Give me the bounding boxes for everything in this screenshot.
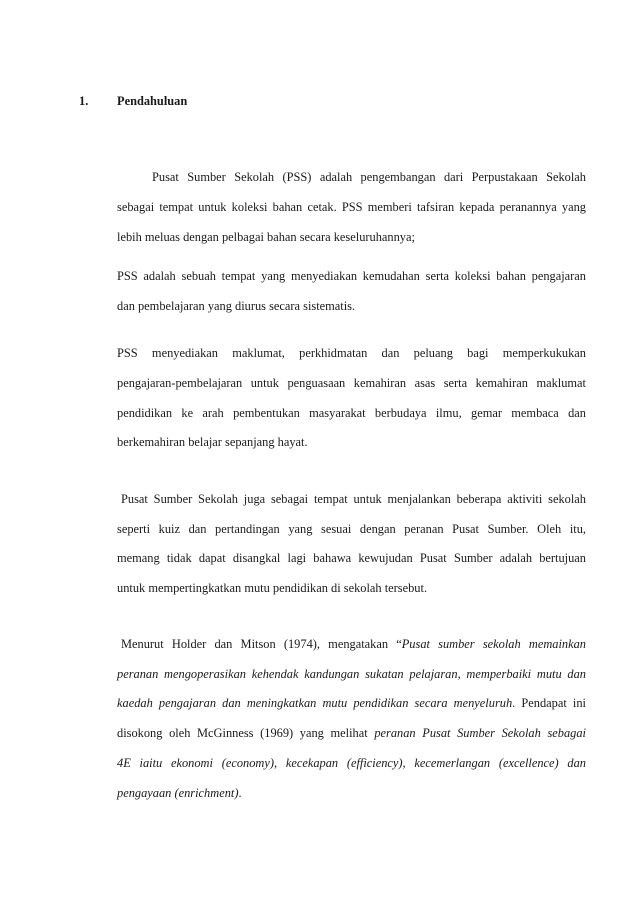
section-number: 1. [79, 94, 89, 108]
text-run: disokong oleh McGinness (1969) yang melihat [117, 726, 375, 740]
paragraph-line: pengajaran-pembelajaran untuk penguasaan kemahiran asas serta kemahiran maklumat [117, 376, 586, 390]
paragraph-line: berkemahiran belajar sepanjang hayat. [117, 435, 308, 449]
paragraph-line: pendidikan ke arah pembentukan masyarakat berbudaya ilmu, gemar membaca dan [117, 406, 586, 420]
paragraph-line [117, 755, 586, 771]
paragraph-line: seperti kuiz dan pertandingan yang sesuai dengan peranan Pusat Sumber. Oleh itu, [117, 522, 586, 536]
quote-text: peranan mengoperasikan kehendak kandungan sukatan pelajaran, memperbaiki mutu dan [117, 667, 586, 681]
quote-text: peranan Pusat Sumber Sekolah sebagai [374, 726, 586, 740]
quote-text: 4E iaitu ekonomi (economy), kecekapan (efficiency), kecemerlangan (excellence) dan [117, 756, 586, 770]
paragraph-line: Pusat Sumber Sekolah (PSS) adalah pengembangan dari Perpustakaan Sekolah [152, 170, 586, 184]
paragraph-line: memang tidak dapat disangkal lagi bahawa kewujudan Pusat Sumber adalah bertujuan [117, 551, 586, 565]
quote-text: Pusat sumber sekolah memainkan [401, 637, 586, 651]
text-run: . [238, 786, 242, 800]
paragraph-line [117, 785, 586, 801]
text-run: . Pendapat ini [512, 696, 586, 710]
paragraph-line [121, 636, 586, 652]
paragraph-line: untuk mempertingkatkan mutu pendidikan di sekolah tersebut. [117, 581, 428, 595]
paragraph-line [117, 695, 586, 711]
paragraph-line: PSS menyediakan maklumat, perkhidmatan dan peluang bagi memperkukukan [117, 346, 586, 360]
paragraph-line [117, 725, 586, 741]
section-title: Pendahuluan [117, 94, 188, 108]
paragraph-line: sebagai tempat untuk koleksi bahan cetak. PSS memberi tafsiran kepada peranannya yang [117, 200, 586, 214]
paragraph-line: dan pembelajaran yang diurus secara sistematis. [117, 299, 356, 313]
paragraph-line [117, 666, 586, 682]
paragraph-line: Pusat Sumber Sekolah juga sebagai tempat untuk menjalankan beberapa aktiviti sekolah [121, 492, 586, 506]
paragraph-line: PSS adalah sebuah tempat yang menyediakan kemudahan serta koleksi bahan pengajaran [117, 269, 586, 283]
quote-text: kaedah pengajaran dan meningkatkan mutu pendidikan secara menyeluruh [117, 696, 513, 710]
quote-text: pengayaan (enrichment) [117, 786, 239, 800]
text-run: Menurut Holder dan Mitson (1974), mengatakan “ [121, 637, 402, 651]
paragraph-line: lebih meluas dengan pelbagai bahan secara keseluruhannya; [117, 230, 415, 244]
